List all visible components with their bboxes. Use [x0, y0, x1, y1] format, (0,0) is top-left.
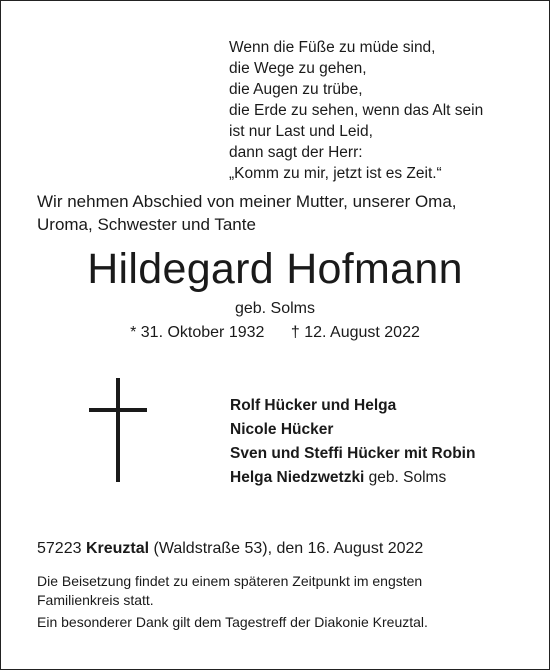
mourner	[230, 442, 475, 466]
poem-line: die Wege zu gehen,	[229, 60, 367, 77]
mourner-name: Nicole Hücker	[230, 421, 334, 438]
poem-line: die Augen zu trübe,	[229, 81, 363, 98]
mourner	[230, 466, 475, 490]
thanks-note: Ein besonderer Dank gilt dem Tagestreff der Diakonie Kreuztal.	[37, 614, 428, 630]
mourner-name: Sven und Steffi Hücker mit Robin	[230, 445, 476, 462]
postal-code: 57223	[37, 540, 86, 557]
notes	[37, 572, 428, 632]
funeral-note-line: Die Beisetzung findet zu einem späteren Zeitpunkt im engsten	[37, 573, 423, 589]
maiden-name: geb. Solms	[234, 300, 316, 317]
life-dates	[1, 323, 549, 343]
mourner-name: Helga Niedzwetzki	[230, 469, 365, 486]
poem-line: die Erde zu sehen, wenn das Alt sein	[229, 102, 484, 119]
intro-line: Wir nehmen Abschied von meiner Mutter, unserer Oma,	[37, 192, 457, 211]
mourner-name: Rolf Hücker und Helga	[230, 397, 397, 414]
latin-cross-icon	[89, 378, 147, 482]
deceased-name: Hildegard Hofmann	[87, 245, 463, 293]
city: Kreuztal	[85, 540, 150, 557]
birth-date: * 31. Oktober 1932	[130, 324, 265, 341]
funeral-note-line: Familienkreis statt.	[37, 592, 154, 608]
poem-line: dann sagt der Herr:	[229, 144, 363, 161]
mourner	[230, 418, 475, 442]
cross-horizontal-bar	[89, 408, 147, 412]
death-date: † 12. August 2022	[290, 324, 420, 341]
mourners-list	[230, 394, 475, 490]
memorial-poem	[229, 37, 483, 184]
address-and-date: (Waldstraße 53), den 16. August 2022	[149, 540, 424, 557]
poem-line: ist nur Last und Leid,	[229, 123, 373, 140]
cross-vertical-bar	[116, 378, 120, 482]
farewell-intro	[37, 190, 457, 236]
place-and-date-line	[37, 538, 423, 560]
mourner	[230, 394, 475, 418]
poem-line: Wenn die Füße zu müde sind,	[229, 39, 436, 56]
intro-line: Uroma, Schwester und Tante	[37, 215, 256, 234]
poem-line: „Komm zu mir, jetzt ist es Zeit.“	[229, 165, 442, 182]
mourner-suffix: geb. Solms	[364, 469, 447, 486]
